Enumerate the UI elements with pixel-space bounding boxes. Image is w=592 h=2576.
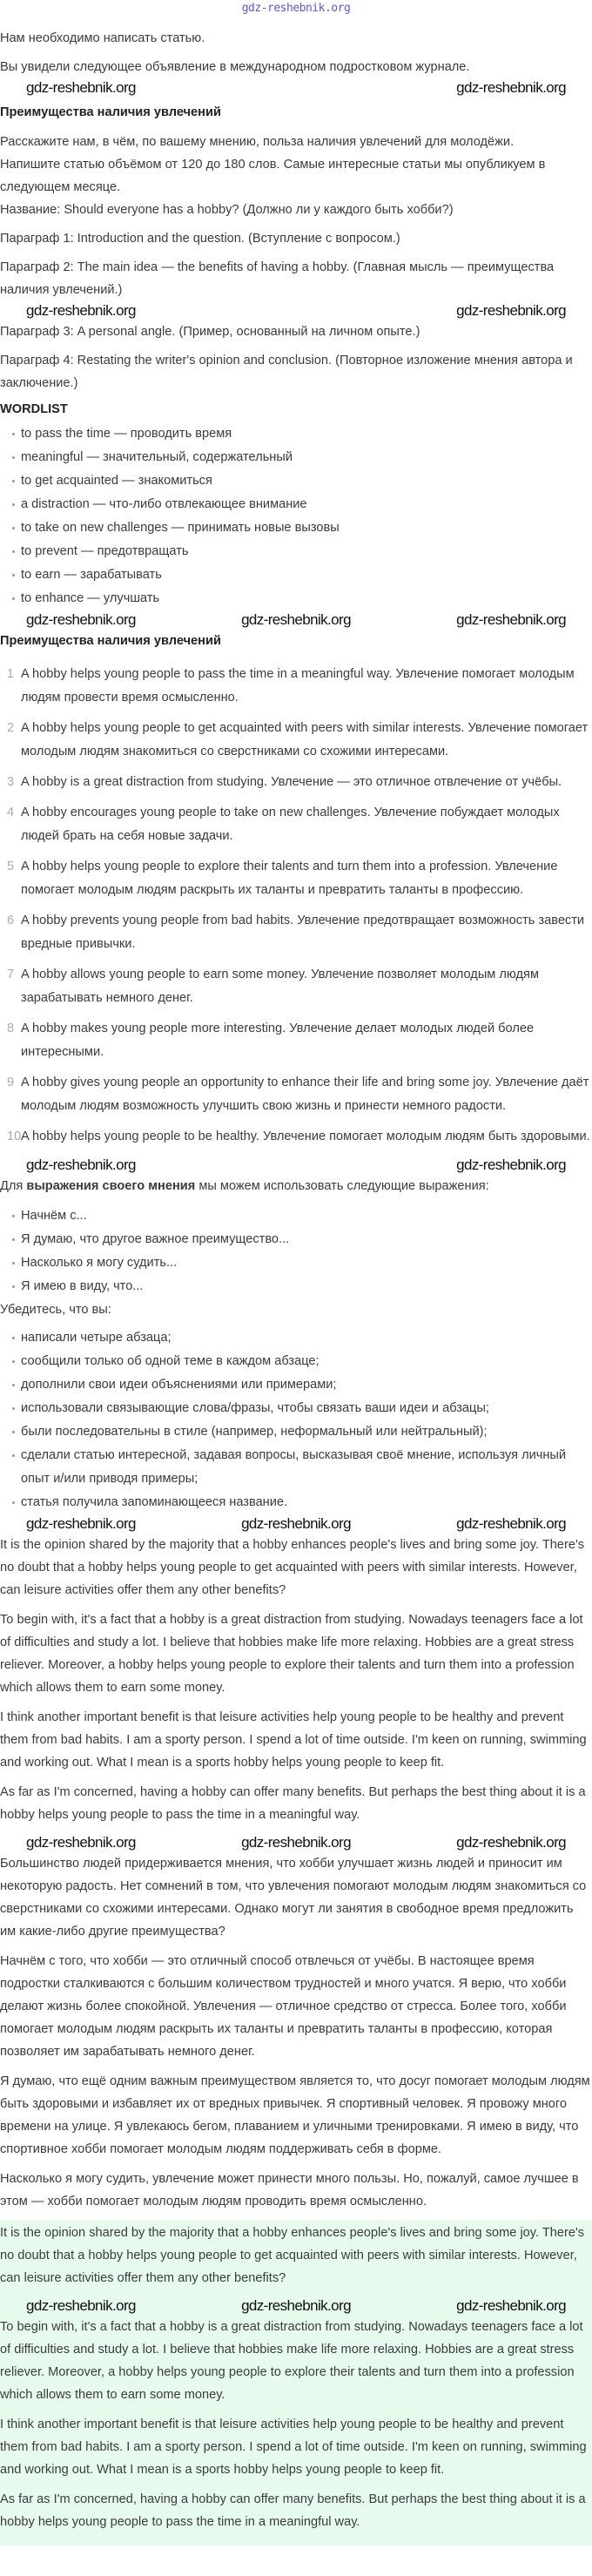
benefit-text: A hobby helps young people to pass the time in a meaningful way. Увлечение помогает молодым людям провести время осмысленно. bbox=[21, 667, 575, 705]
watermark-text: gdz-reshebnik.org bbox=[456, 1515, 566, 1532]
watermark-text: gdz-reshebnik.org bbox=[456, 1157, 566, 1173]
essay-english-highlighted bbox=[0, 2220, 592, 2546]
watermark-text: gdz-reshebnik.org bbox=[241, 2297, 351, 2314]
benefit-number: 9 bbox=[7, 1076, 15, 1089]
essay-paragraph: It is the opinion shared by the majority that a hobby enhances people's lives and bring some joy. There's no doubt that a hobby helps young people to get acquainted with peers with similar interests. However, can leisure activities offer them any other benefits? bbox=[0, 1538, 585, 1597]
wordlist-item: to pass the time — проводить время bbox=[10, 422, 592, 446]
watermark-text: gdz-reshebnik.org bbox=[241, 611, 351, 628]
essay-paragraph: Начнём с того, что хобби — это отличный способ отвлечься от учёбы. В настоящее время подростки сталкиваются с большим количеством трудностей и много учатся. Я верю, что хобби делают жизнь более спокойной. Увлечения — отличное средство от стресса. Более того, хобби помогает молодым людям раскрыть их таланты и превратить таланты в профессию, которая позволяет им зарабатывать немного денег. bbox=[0, 1954, 567, 2059]
checklist bbox=[0, 1326, 592, 1514]
ad-title: Название: Should everyone has a hobby? (Должно ли у каждого быть хобби?) bbox=[0, 203, 454, 217]
benefit-number: 2 bbox=[7, 721, 15, 735]
benefit-text: A hobby helps young people to get acquainted with peers with similar interests. Увлечение помогает молодым людям знакомиться со сверстниками со схожими интересами. bbox=[21, 721, 589, 759]
opinion-phrases bbox=[0, 1204, 592, 1298]
checklist-item: написали четыре абзаца; bbox=[10, 1326, 592, 1350]
benefit-text: A hobby prevents young people from bad habits. Увлечение предотвращает возможность завести вредные привычки. bbox=[21, 914, 585, 951]
checklist-item: статья получила запоминающееся название. bbox=[10, 1491, 592, 1514]
benefit-number: 4 bbox=[7, 806, 15, 819]
essay-paragraph: Большинство людей придерживается мнения, что хобби улучшает жизнь людей и приносит им некоторую радость. Нет сомнений в том, что увлечения помогают молодым людям знакомиться со сверстниками со схожими интересами. Однако могут ли занятия в свободное время предложить им какие-либо другие преимущества? bbox=[0, 1857, 587, 1939]
benefit-item bbox=[0, 963, 592, 1010]
opinion-phrase: Начнём с... bbox=[10, 1204, 592, 1228]
wordlist-item: meaningful — значительный, содержательный bbox=[10, 446, 592, 469]
watermark-text: gdz-reshebnik.org bbox=[456, 2297, 566, 2314]
essay-paragraph: I think another important benefit is that leisure activities help young people to be healthy and prevent them from bad habits. I am a sporty person. I spend a lot of time outside. I'm keen on running, swimming and working out. What I mean is a sports hobby helps young people to keep fit. bbox=[0, 1710, 587, 1770]
benefit-item bbox=[0, 771, 592, 794]
benefit-item bbox=[0, 717, 592, 764]
watermark-text: gdz-reshebnik.org bbox=[241, 1834, 351, 1851]
opinion-intro-bold: выражения своего мнения bbox=[26, 1179, 196, 1193]
wordlist-item: to take on new challenges — принимать новые вызовы bbox=[10, 516, 592, 540]
benefit-item bbox=[0, 1071, 592, 1118]
benefits-section bbox=[0, 631, 592, 1175]
wordlist-heading: WORDLIST bbox=[0, 402, 68, 416]
checklist-item: сделали статью интересной, задавая вопросы, высказывая своё мнение, используя личный опыт и/или приводя примеры; bbox=[10, 1444, 592, 1491]
task-section bbox=[0, 27, 592, 394]
benefit-text: A hobby encourages young people to take on new challenges. Увлечение побуждает молодых людей брать на себя новые задачи. bbox=[21, 806, 560, 843]
watermark-row bbox=[0, 1833, 592, 1852]
paragraph-plan: Параграф 4: Restating the writer's opinion and conclusion. (Повторное изложение мнения автора и заключение.) bbox=[0, 354, 573, 390]
wordlist-item: to get acquainted — знакомиться bbox=[10, 469, 592, 493]
essay-paragraph: It is the opinion shared by the majority that a hobby enhances people's lives and bring some joy. There's no doubt that a hobby helps young people to get acquainted with peers with similar interests. However, can leisure activities offer them any other benefits? bbox=[0, 2226, 585, 2285]
benefit-text: A hobby is a great distraction from studying. Увлечение — это отличное отвлечение от учёбы. bbox=[21, 775, 562, 789]
benefit-item bbox=[0, 663, 592, 710]
watermark-row bbox=[0, 301, 592, 320]
ad-text: Расскажите нам, в чём, по вашему мнению, польза наличия увлечений для молодёжи. bbox=[0, 135, 515, 149]
watermark-text: gdz-reshebnik.org bbox=[26, 79, 136, 96]
watermark-row bbox=[0, 78, 592, 98]
checklist-heading: Убедитесь, что вы: bbox=[0, 1303, 111, 1317]
essay-russian bbox=[0, 1852, 592, 2213]
checklist-item: использовали связывающие слова/фразы, чтобы связать ваши идеи и абзацы; bbox=[10, 1397, 592, 1420]
paragraph-plan: Параграф 3: A personal angle. (Пример, основанный на личном опыте.) bbox=[0, 325, 420, 339]
essay-paragraph: As far as I'm concerned, having a hobby can offer many benefits. But perhaps the best thing about it is a hobby helps young people to pass the time in a meaningful way. bbox=[0, 2492, 586, 2529]
watermark-row bbox=[0, 2296, 592, 2316]
benefit-number: 10 bbox=[7, 1130, 22, 1143]
benefit-item bbox=[0, 1017, 592, 1064]
essay-paragraph: To begin with, it's a fact that a hobby is a great distraction from studying. Nowadays teenagers face a lot of difficulties and study a lot. I believe that hobbies make life more relaxing. Hobbies are a great stress reliever. Moreover, a hobby helps young people to explore their talents and turn them into a profession which allows them to earn some money. bbox=[0, 1613, 583, 1695]
benefit-item bbox=[0, 855, 592, 902]
essay-english bbox=[0, 1534, 592, 1852]
watermark-row bbox=[0, 1156, 592, 1175]
essay-paragraph: I think another important benefit is that leisure activities help young people to be healthy and prevent them from bad habits. I am a sporty person. I spend a lot of time outside. I'm keen on running, swimming and working out. What I mean is a sports hobby helps young people to keep fit. bbox=[0, 2418, 587, 2477]
benefit-number: 5 bbox=[7, 860, 15, 873]
opinion-intro-pre: Для bbox=[0, 1179, 27, 1193]
watermark-row bbox=[0, 1514, 592, 1534]
wordlist-item: to prevent — предотвращать bbox=[10, 540, 592, 563]
wordlist bbox=[0, 400, 592, 630]
benefit-number: 7 bbox=[7, 968, 15, 981]
wordlist-item: to earn — зарабатывать bbox=[10, 563, 592, 587]
benefit-number: 3 bbox=[7, 775, 15, 789]
benefit-text: A hobby helps young people to be healthy. Увлечение помогает молодым людям быть здоровыми. bbox=[21, 1130, 590, 1143]
watermark-text: gdz-reshebnik.org bbox=[26, 2297, 136, 2314]
benefits-list bbox=[0, 663, 592, 1149]
benefit-item bbox=[0, 909, 592, 956]
benefit-text: A hobby allows young people to earn some money. Увлечение позволяет молодым людям зарабатывать немного денег. bbox=[21, 968, 539, 1005]
benefit-number: 6 bbox=[7, 914, 15, 927]
essay-paragraph: As far as I'm concerned, having a hobby can offer many benefits. But perhaps the best thing about it is a hobby helps young people to pass the time in a meaningful way. bbox=[0, 1785, 586, 1822]
wordlist-item: a distraction — что-либо отвлекающее внимание bbox=[10, 493, 592, 516]
benefit-text: A hobby gives young people an opportunity to enhance their life and bring some joy. Увлечение даёт молодым людям возможность улучшить свою жизнь и принести немного радости. bbox=[21, 1076, 589, 1113]
watermark-text: gdz-reshebnik.org bbox=[456, 302, 566, 319]
checklist-item: дополнили свои идеи объяснениями или примерами; bbox=[10, 1373, 592, 1397]
benefit-text: A hobby makes young people more interesting. Увлечение делает молодых людей более интересными. bbox=[21, 1022, 535, 1059]
checklist-item: были последовательны в стиле (например, неформальный или нейтральный); bbox=[10, 1420, 592, 1444]
essay-paragraph: Насколько я могу судить, увлечение может принести много пользы. Но, пожалуй, самое лучшее в этом — хобби помогает молодым людям проводить время осмысленно. bbox=[0, 2172, 579, 2208]
opinion-phrase: Я думаю, что другое важное преимущество... bbox=[10, 1228, 592, 1251]
essay-paragraph: To begin with, it's a fact that a hobby is a great distraction from studying. Nowadays teenagers face a lot of difficulties and study a lot. I believe that hobbies make life more relaxing. Hobbies are a great stress reliever. Moreover, a hobby helps young people to explore their talents and turn them into a profession which allows them to earn some money. bbox=[0, 2320, 583, 2402]
watermark-text: gdz-reshebnik.org bbox=[241, 1515, 351, 1532]
watermark-text: gdz-reshebnik.org bbox=[26, 302, 136, 319]
watermark-text: gdz-reshebnik.org bbox=[26, 1157, 136, 1173]
watermark-text: gdz-reshebnik.org bbox=[26, 1515, 136, 1532]
checklist-item: сообщили только об одной теме в каждом абзаце; bbox=[10, 1350, 592, 1373]
benefit-item bbox=[0, 801, 592, 848]
watermark-text: gdz-reshebnik.org bbox=[456, 1834, 566, 1851]
watermark-text: gdz-reshebnik.org bbox=[26, 1834, 136, 1851]
ad-heading: Преимущества наличия увлечений bbox=[0, 105, 221, 119]
watermark-row bbox=[0, 610, 592, 630]
intro-text: Нам необходимо написать статью. bbox=[0, 31, 205, 45]
benefits-heading: Преимущества наличия увлечений bbox=[0, 634, 221, 648]
opinion-intro-post: мы можем использовать следующие выражения: bbox=[195, 1179, 489, 1193]
essay-paragraph: Я думаю, что ещё одним важным преимуществом является то, что досуг помогает молодым людям быть здоровыми и избавляет их от вредных привычек. Я спортивный человек. Я провожу много времени на улице. Я увлекаюсь бегом, плаванием и уличными тренировками. Я имею в виду, что спортивное хобби помогает молодым людям поддерживать себя в форме. bbox=[0, 2074, 590, 2156]
wordlist-item: to enhance — улучшать bbox=[10, 587, 592, 610]
paragraph-plan: Параграф 1: Introduction and the question. (Вступление с вопросом.) bbox=[0, 232, 400, 246]
watermark-text: gdz-reshebnik.org bbox=[456, 611, 566, 628]
benefit-item bbox=[0, 1125, 592, 1149]
opinion-phrase: Я имею в виду, что... bbox=[10, 1275, 592, 1298]
benefit-number: 8 bbox=[7, 1022, 15, 1035]
opinion-phrase: Насколько я могу судить... bbox=[10, 1251, 592, 1275]
wordlist-items bbox=[0, 422, 592, 610]
watermark-text: gdz-reshebnik.org bbox=[456, 79, 566, 96]
benefit-text: A hobby helps young people to explore their talents and turn them into a profession. Увлечение помогает молодым людям раскрыть их таланты и превратить таланты в профессию. bbox=[21, 860, 558, 897]
opinion-intro bbox=[0, 1175, 592, 1197]
intro-text: Вы увидели следующее объявление в международном подростковом журнале. bbox=[0, 60, 470, 74]
ad-text: Напишите статью объёмом от 120 до 180 слов. Самые интересные статьи мы опубликуем в следующем месяце. bbox=[0, 158, 546, 194]
site-logo[interactable]: gdz-reshebnik.org bbox=[241, 2, 351, 15]
paragraph-plan: Параграф 2: The main idea — the benefits of having a hobby. (Главная мысль — преимущества наличия увлечений.) bbox=[0, 260, 555, 297]
benefit-number: 1 bbox=[7, 667, 15, 681]
watermark-text: gdz-reshebnik.org bbox=[26, 611, 136, 628]
opinion-section bbox=[0, 1175, 592, 1534]
